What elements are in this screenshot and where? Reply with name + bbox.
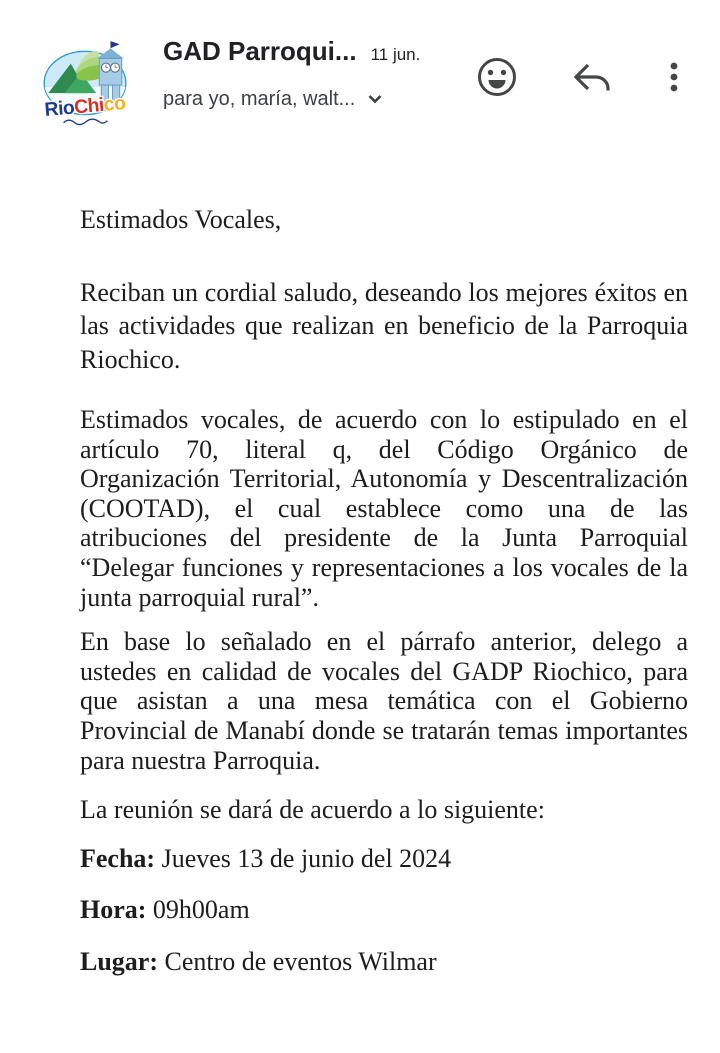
sender-line — [163, 36, 420, 66]
place-field-value: Centro de eventos Wilmar — [158, 947, 437, 976]
sender-avatar[interactable] — [34, 34, 136, 136]
reply-arrow-icon — [570, 55, 614, 99]
emoji-reaction-button[interactable] — [474, 54, 520, 100]
meeting-time-line — [80, 895, 688, 925]
recipients-summary[interactable] — [163, 84, 385, 114]
time-field-label: Hora: — [80, 895, 147, 925]
reply-button[interactable] — [569, 54, 615, 100]
date-field-label: Fecha: — [80, 843, 156, 873]
email-header — [0, 0, 720, 140]
paragraph-delegation: En base lo señalado en el párrafo anterior, delego a ustedes en calidad de vocales del GADP Riochico, para que asistan a una mesa temática con el Gobierno Provincial de Manabí donde se tratarán temas importantes para nuestra Parroquia. — [80, 627, 688, 775]
sender-name: GAD Parroqui... — [163, 36, 357, 66]
riochico-logo — [34, 34, 136, 136]
more-vert-icon — [652, 55, 696, 99]
paragraph-greeting: Reciban un cordial saludo, deseando los mejores éxitos en las actividades que realizan en beneficio de la Parroquia Riochico. — [80, 277, 688, 374]
date-label: 11 jun. — [370, 45, 421, 64]
svg-text:RioChico: RioChico — [43, 92, 127, 122]
recipients-text: para yo, maría, walt... — [163, 88, 356, 110]
meeting-place-line — [80, 947, 688, 977]
more-options-button[interactable] — [651, 54, 697, 100]
chevron-down-icon[interactable] — [365, 89, 385, 109]
paragraph-legal-basis: Estimados vocales, de acuerdo con lo estipulado en el artículo 70, literal q, del Código Orgánico de Organización Territorial, Autonomía y Descentralización (COOTAD), el cual establece como una de las atribuciones del presidente de la Junta Parroquial “Delegar funciones y representaciones a los vocales de la junta parroquial rural”. — [80, 405, 688, 612]
time-field-value: 09h00am — [146, 895, 250, 925]
place-field-label: Lugar: — [80, 947, 158, 976]
date-field-value: Jueves 13 de junio del 2024 — [155, 843, 452, 873]
email-body — [0, 205, 720, 977]
paragraph-salutation: Estimados Vocales, — [80, 205, 282, 234]
paragraph-meeting-intro: La reunión se dará de acuerdo a lo siguiente: — [80, 795, 545, 825]
meeting-date-line — [80, 844, 688, 874]
smiley-emoji-icon — [475, 55, 519, 99]
